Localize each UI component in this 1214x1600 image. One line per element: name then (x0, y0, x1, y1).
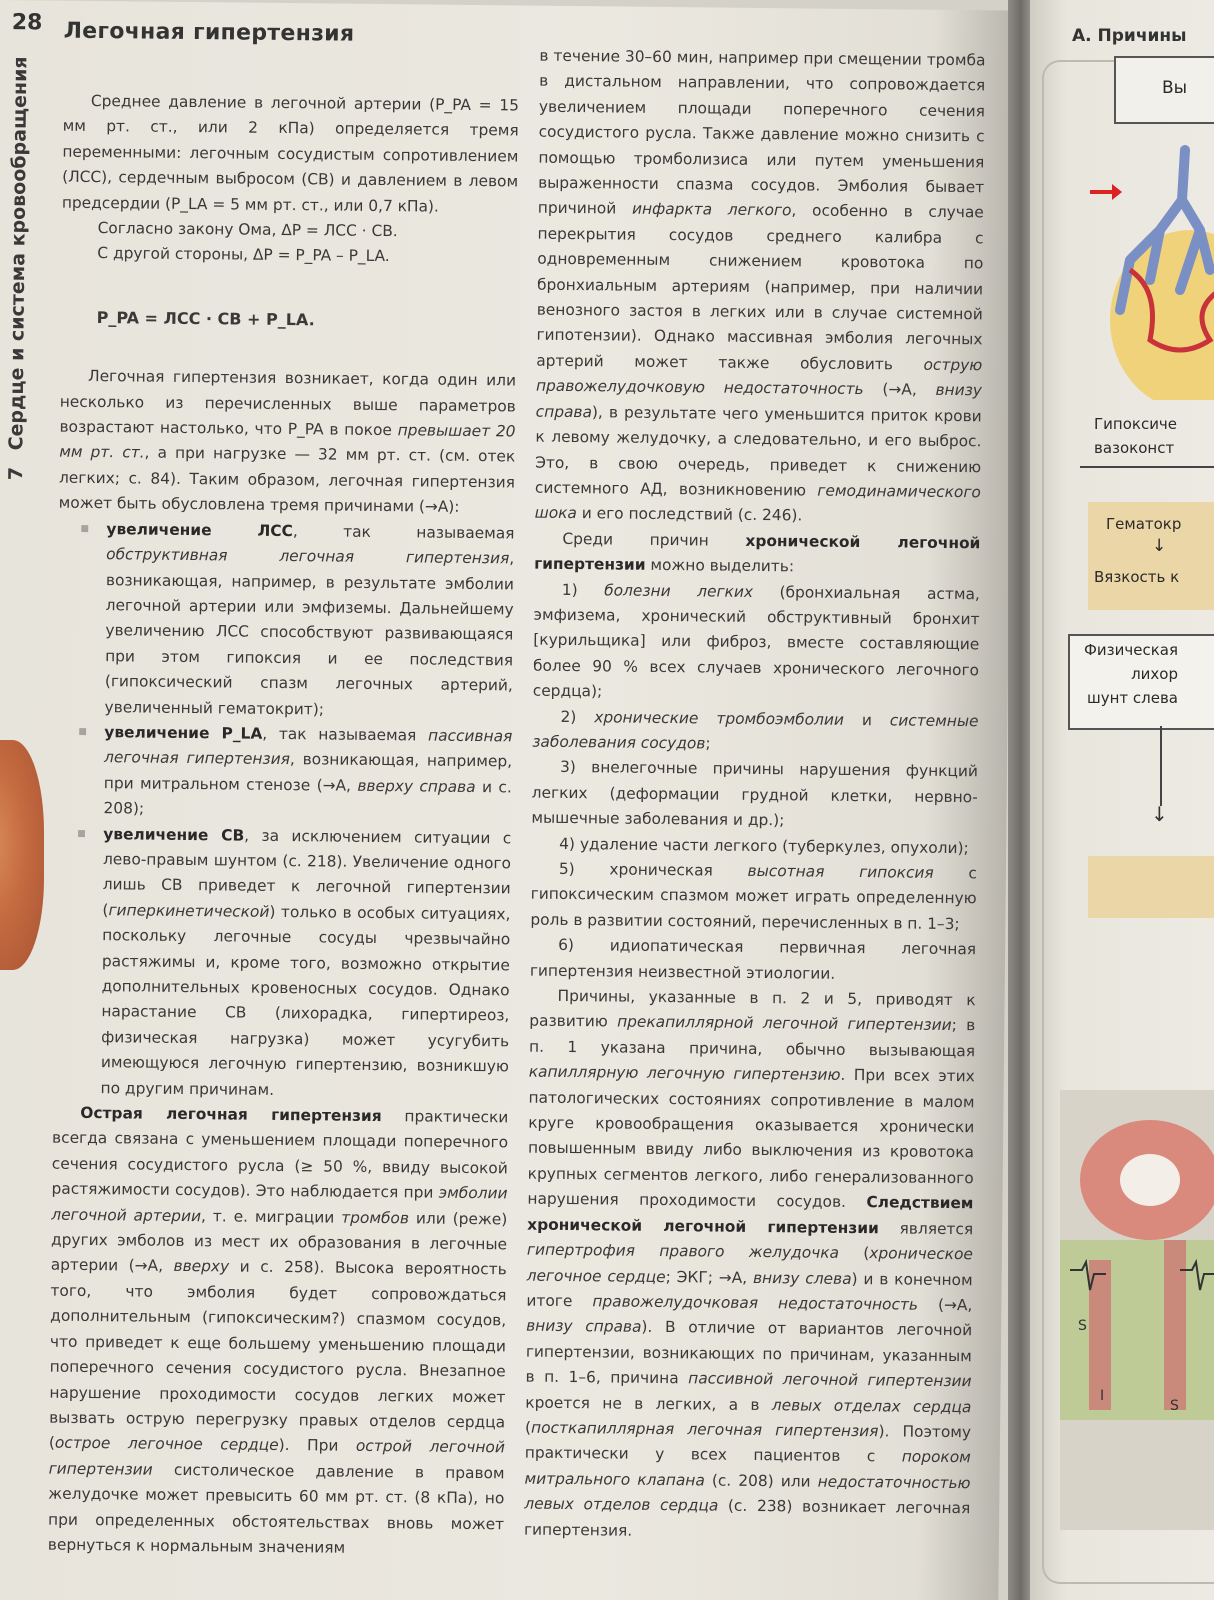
physical-load-label: Физическая лихор шунт слева (1084, 641, 1178, 707)
bullet-item: ■ увеличение P_LA, так называемая пассивная легочная гипертензия, возникающая, например, при митральном стенозе (→A, вверху справа и с. 208); (55, 720, 512, 826)
paragraph: Острая легочная гипертензия практически всегда связана с уменьшением площади поперечного сечения сосудистого русла (≥ 50 %, ввиду высокой растяжимости сосудов). Это наблюдается при эмболии легочной артерии, т. е. миграции тромбов или (реже) других эмболов из мест их образования в легочные артерии (→A, вверху и с. 258). Высока вероятность того, что эмболия будет сопровождаться дополнительным (гипоксическим?) спазмом сосудов, что приведет к еще большему уменьшению площади поперечного сечения сосудистого русла. Внезапное нарушение проходимости сосудов легких может вызвать острую перегрузку правых отделов сердца (острое легочное сердце). При острой легочной гипертензии систолическое давление в правом желудочке может превысить 60 мм рт. ст. (8 кПа), но при определенных обстоятельствах вновь может вернуться к нормальным значениям (47, 1103, 509, 1557)
hypoxic-vasoconstriction-label: Гипоксиче вазоконст (1094, 415, 1178, 457)
arrow-down-icon: ↓ (1151, 802, 1168, 826)
chapter-number: 7 (4, 466, 28, 481)
list-item: 4) удаление части легкого (туберкулез, опухоли); (559, 834, 969, 857)
running-title: Легочная гипертензия (63, 18, 355, 47)
arrow-down-icon: ↓ (1152, 536, 1167, 556)
paragraph: Среди причин хронической легочной гипертензии можно выделить: (534, 529, 981, 576)
viscosity-label: Вязкость к (1094, 568, 1180, 586)
svg-text:I: I (1100, 1388, 1105, 1404)
chapter-title: Сердце и система кровообращения (5, 56, 32, 451)
heart-ecg-illustration (1060, 1090, 1214, 1530)
ohm-law-line: Согласно закону Ома, ΔP = ЛСС · СВ. (97, 219, 398, 241)
list-item: 3) внелегочные причины нарушения функций легких (деформации грудной клетки, нервно-мышечные заболевания и др.); (531, 758, 979, 830)
page-number: 28 (11, 10, 43, 36)
figure-title: А. Причины (1072, 26, 1187, 46)
text-column-right (524, 44, 986, 1548)
right-page-figure (1030, 0, 1214, 1600)
paragraph: в течение 30–60 мин, например при смещении тромба в дистальном направлении, что сопровождается увеличением площади поперечного сечения сосудистого русла. Также давление можно снизить с помощью тромболизиса или путем уменьшения выраженности спазма сосудов. Эмболия бывает причиной инфаркта легкого, особенно в случае перекрытия сосудов среднего калибра с одновременным снижением кровотока по бронхиальным артериям (например, при наличии венозного застоя в легких или в случае системной гипотензии). Однако массивная эмболия легочных артерий может также обусловить острую правожелудочковую недостаточность (→A, внизу справа), в результате чего уменьшится приток крови к левому желудочку, а следовательно, и его выброс. Это, в свою очередь, приведет к снижению системного АД, возникновению гемодинамического шока и его последствий (с. 246). (534, 46, 986, 525)
svg-text:S: S (1078, 1318, 1087, 1334)
list-item: 5) хроническая высотная гипоксия с гипоксическим спазмом может играть определенную роль в развитии состояний, перечисленных в п. 1–3; (530, 859, 978, 933)
flow-line (1160, 726, 1162, 806)
figure-box-top-label: Вы (1162, 78, 1188, 98)
paragraph: Легочная гипертензия возникает, когда один или несколько из перечисленных выше параметров возрастают настолько, что P_PA в покое превышает 20 мм рт. ст., а при нагрузке — 32 мм рт. ст. (см. отек легких; с. 84). Таким образом, легочная гипертензия может быть обусловлена тремя причинами (→A): (58, 367, 517, 517)
figure-box-top (1114, 56, 1214, 124)
list-item: 1) болезни легких (бронхиальная астма, эмфизема, хронический обструктивный бронхит [курильщика] или фиброз, вместе составляющие более 90 % всех случаев хронического легочного сердца); (532, 580, 980, 701)
list-item: 6) идиопатическая первичная легочная гипертензия неизвестной этиологии. (529, 936, 977, 983)
chapter-side-tab (5, 56, 31, 480)
list-item: 2) хронические тромбоэмболии и системные заболевания сосудов; (532, 707, 979, 753)
pressure-difference-line: С другой стороны, ΔP = P_PA – P_LA. (97, 244, 390, 266)
bullet-item: ■ увеличение ЛСС, так называемая обструктивная легочная гипертензия, возникающая, например, в результате эмболии легочной артерии или эмфиземы. Дальнейшему увеличению ЛСС способствуют развивающаяся при этом гипоксия и ее последствия (гипоксический спазм легочных артерий, увеличенный гематокрит); (56, 516, 514, 724)
hematocrit-label: Гематокр (1106, 515, 1182, 533)
svg-text:S: S (1170, 1398, 1179, 1414)
bullet-item: ■ увеличение СВ, за исключением ситуации с лево-правым шунтом (с. 218). Увеличение одного лишь СВ приведет к легочной гипертензии (гиперкинетической) только в особых ситуациях, поскольку легочные сосуды чрезвычайно растяжимы и, кроме того, возможно открытие дополнительных кровеносных сосудов. Однако нарастание СВ (лихорадка, гипертиреоз, физическая нагрузка) может усугубить имеющуюся легочную гипертензию, возникшую по другим причинам. (52, 821, 511, 1105)
lung-vessel-illustration (1090, 140, 1214, 400)
physical-load-box (1068, 634, 1214, 730)
paragraph: Среднее давление в легочной артерии (P_PA = 15 мм рт. ст., или 2 кПа) определяется тремя переменными: легочным сосудистым сопротивлением (ЛСС), сердечным выбросом (СВ) и давлением в левом предсердии (P_LA = 5 мм рт. ст., или 0,7 кПа). (61, 91, 520, 216)
figure-tan-box (1088, 856, 1214, 918)
text-column-left (48, 89, 519, 1563)
hematocrit-box (1088, 502, 1214, 610)
formula: P_PA = ЛСС · СВ + P_LA. (96, 307, 315, 330)
paragraph: Причины, указанные в п. 2 и 5, приводят к развитию прекапиллярной легочной гипертензии; в п. 1 указана причина, обычно вызывающая капиллярную легочную гипертензию. При всех этих патологических состояниях сопротивление в малом круге кровообращения оказывается хронически повышенным ввиду либо выключения из кровотока крупных сегментов легкого, либо генерализованного нарушения проходимости сосудов. Следствием хронической легочной гипертензии является гипертрофия правого желудочка (хроническое легочное сердце; ЭКГ; →A, внизу слева) и в конечном итоге правожелудочковая недостаточность (→A, внизу справа). В отличие от вариантов легочной гипертензии, возникающих по причинам, указанным в п. 1–6, причина пассивной легочной гипертензии кроется не в легких, а в левых отделах сердца (посткапиллярная легочная гипертензия). Поэтому практически у всех пациентов с пороком митрального клапана (с. 208) или недостаточностью левых отделов сердца (с. 238) возникает легочная гипертензия. (523, 986, 976, 1540)
figure-divider (1080, 466, 1214, 468)
